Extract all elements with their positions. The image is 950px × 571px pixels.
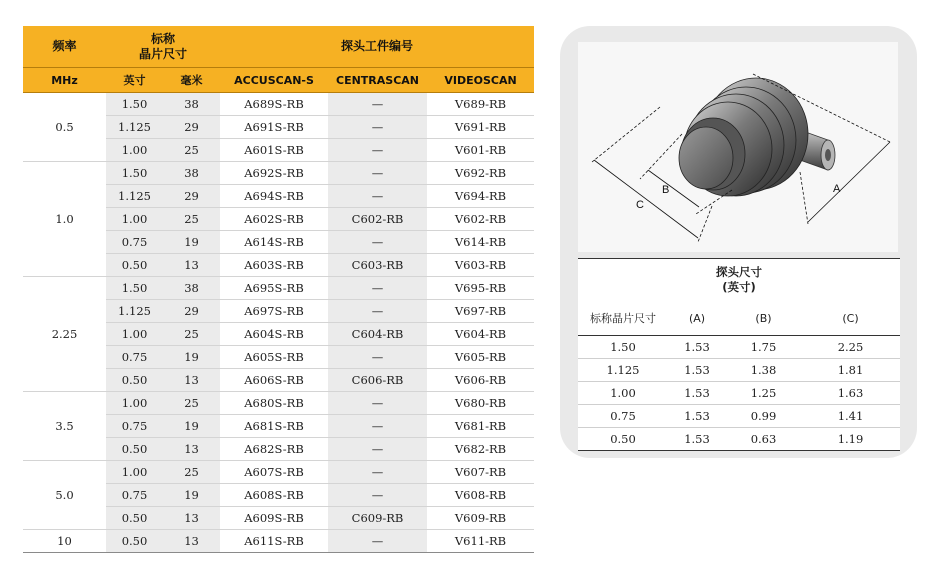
videoscan-cell: V695-RB: [427, 277, 534, 300]
videoscan-cell: V697-RB: [427, 300, 534, 323]
videoscan-cell: V602-RB: [427, 208, 534, 231]
inch-cell: 1.00: [106, 139, 163, 162]
table-row: [578, 336, 900, 359]
dimension-b-cell: 0.99: [726, 405, 801, 428]
frequency-cell: 0.5: [23, 93, 106, 162]
table-row: [23, 461, 534, 484]
dimension-a-cell: 1.53: [668, 382, 726, 405]
inch-cell: 1.50: [106, 162, 163, 185]
accuscan-cell: A605S-RB: [220, 346, 328, 369]
dimension-b-label: B: [662, 184, 670, 196]
table-row: [578, 382, 900, 405]
centrascan-cell: —: [328, 415, 427, 438]
videoscan-cell: V614-RB: [427, 231, 534, 254]
mm-cell: 13: [163, 438, 220, 461]
table-row: [23, 93, 534, 116]
table-row: [578, 359, 900, 382]
centrascan-cell: —: [328, 185, 427, 208]
centrascan-cell: C606-RB: [328, 369, 427, 392]
dimension-table-body: [578, 336, 900, 451]
frequency-header: 频率: [23, 26, 106, 68]
accuscan-cell: A606S-RB: [220, 369, 328, 392]
mm-cell: 25: [163, 392, 220, 415]
dimension-b-cell: 0.63: [726, 428, 801, 451]
mm-cell: 13: [163, 369, 220, 392]
mm-cell: 19: [163, 231, 220, 254]
dimension-c-cell: 1.63: [801, 382, 900, 405]
accuscan-cell: A609S-RB: [220, 507, 328, 530]
accuscan-cell: A614S-RB: [220, 231, 328, 254]
inch-cell: 1.125: [106, 185, 163, 208]
nominal-size-cell: 0.50: [578, 428, 668, 451]
accuscan-cell: A695S-RB: [220, 277, 328, 300]
inch-cell: 1.00: [106, 461, 163, 484]
centrascan-cell: C602-RB: [328, 208, 427, 231]
dimension-table-title: 探头尺寸 (英寸): [578, 259, 900, 302]
mm-cell: 25: [163, 323, 220, 346]
centrascan-cell: —: [328, 484, 427, 507]
videoscan-cell: V692-RB: [427, 162, 534, 185]
dimension-c-cell: 2.25: [801, 336, 900, 359]
videoscan-cell: V682-RB: [427, 438, 534, 461]
accuscan-cell: A601S-RB: [220, 139, 328, 162]
transducer-drawing: [578, 42, 898, 252]
videoscan-cell: V689-RB: [427, 93, 534, 116]
transducer-dimension-panel: [560, 26, 917, 458]
centrascan-cell: C609-RB: [328, 507, 427, 530]
part-number-header: 探头工件编号: [220, 26, 534, 68]
dimension-c-cell: 1.19: [801, 428, 900, 451]
dimension-a-cell: 1.53: [668, 359, 726, 382]
centrascan-cell: —: [328, 438, 427, 461]
accuscan-cell: A607S-RB: [220, 461, 328, 484]
b-column-header: (B): [726, 301, 801, 336]
inch-cell: 0.75: [106, 415, 163, 438]
centrascan-cell: —: [328, 93, 427, 116]
centrascan-cell: —: [328, 461, 427, 484]
dimension-b-cell: 1.25: [726, 382, 801, 405]
centrascan-cell: —: [328, 530, 427, 553]
inch-cell: 0.75: [106, 484, 163, 507]
accuscan-cell: A680S-RB: [220, 392, 328, 415]
mm-cell: 13: [163, 254, 220, 277]
transducer-diagram: [578, 42, 898, 252]
dimension-a-cell: 1.53: [668, 428, 726, 451]
inch-cell: 0.50: [106, 254, 163, 277]
videoscan-cell: V691-RB: [427, 116, 534, 139]
accuscan-cell: A603S-RB: [220, 254, 328, 277]
frequency-cell: 1.0: [23, 162, 106, 277]
videoscan-cell: V601-RB: [427, 139, 534, 162]
inch-cell: 0.50: [106, 438, 163, 461]
frequency-cell: 5.0: [23, 461, 106, 530]
table-row: [23, 530, 534, 553]
centrascan-cell: —: [328, 139, 427, 162]
videoscan-cell: V681-RB: [427, 415, 534, 438]
centrascan-header: CENTRASCAN: [328, 68, 427, 93]
a-column-header: (A): [668, 301, 726, 336]
videoscan-cell: V606-RB: [427, 369, 534, 392]
mm-cell: 25: [163, 461, 220, 484]
accuscan-cell: A697S-RB: [220, 300, 328, 323]
mm-cell: 13: [163, 507, 220, 530]
table-row: [578, 428, 900, 451]
videoscan-cell: V607-RB: [427, 461, 534, 484]
inch-cell: 0.50: [106, 530, 163, 553]
mm-cell: 25: [163, 208, 220, 231]
nominal-size-cell: 0.75: [578, 405, 668, 428]
accuscan-cell: A611S-RB: [220, 530, 328, 553]
mm-cell: 19: [163, 484, 220, 507]
nominal-size-cell: 1.125: [578, 359, 668, 382]
centrascan-cell: —: [328, 346, 427, 369]
frequency-cell: 10: [23, 530, 106, 553]
inch-cell: 0.50: [106, 369, 163, 392]
transducer-part-number-table: [23, 26, 534, 553]
frequency-cell: 3.5: [23, 392, 106, 461]
transducer-dimension-table: [578, 258, 900, 451]
nominal-size-cell: 1.00: [578, 382, 668, 405]
dimension-table-column-row: [578, 301, 900, 336]
accuscan-cell: A681S-RB: [220, 415, 328, 438]
centrascan-cell: —: [328, 231, 427, 254]
mm-cell: 38: [163, 93, 220, 116]
mm-cell: 13: [163, 530, 220, 553]
videoscan-cell: V680-RB: [427, 392, 534, 415]
nominal-element-size-header: 标称 晶片尺寸: [106, 26, 220, 68]
transducer-body: [679, 78, 808, 196]
accuscan-cell: A694S-RB: [220, 185, 328, 208]
centrascan-cell: —: [328, 116, 427, 139]
table-row: [23, 162, 534, 185]
dimension-a-cell: 1.53: [668, 336, 726, 359]
inch-cell: 0.75: [106, 346, 163, 369]
centrascan-cell: C604-RB: [328, 323, 427, 346]
mm-cell: 25: [163, 139, 220, 162]
inch-cell: 1.00: [106, 392, 163, 415]
dimension-a-label: A: [833, 183, 841, 195]
nominal-size-column-header: 标称晶片尺寸: [578, 301, 668, 336]
mm-cell: 19: [163, 346, 220, 369]
centrascan-cell: C603-RB: [328, 254, 427, 277]
inch-cell: 1.50: [106, 93, 163, 116]
accuscan-cell: A689S-RB: [220, 93, 328, 116]
videoscan-cell: V604-RB: [427, 323, 534, 346]
mm-cell: 19: [163, 415, 220, 438]
table-row: [578, 405, 900, 428]
dimension-b-cell: 1.75: [726, 336, 801, 359]
nominal-size-cell: 1.50: [578, 336, 668, 359]
videoscan-cell: V611-RB: [427, 530, 534, 553]
videoscan-header: VIDEOSCAN: [427, 68, 534, 93]
videoscan-cell: V608-RB: [427, 484, 534, 507]
inch-cell: 1.50: [106, 277, 163, 300]
centrascan-cell: —: [328, 277, 427, 300]
inch-cell: 1.00: [106, 323, 163, 346]
table-row: [23, 277, 534, 300]
inch-cell: 1.125: [106, 116, 163, 139]
accuscan-cell: A692S-RB: [220, 162, 328, 185]
inch-cell: 0.75: [106, 231, 163, 254]
mm-header: 毫米: [163, 68, 220, 93]
accuscan-cell: A691S-RB: [220, 116, 328, 139]
accuscan-cell: A608S-RB: [220, 484, 328, 507]
inch-cell: 1.125: [106, 300, 163, 323]
inch-cell: 0.50: [106, 507, 163, 530]
videoscan-cell: V694-RB: [427, 185, 534, 208]
mm-cell: 38: [163, 277, 220, 300]
mm-cell: 29: [163, 300, 220, 323]
dimension-b-cell: 1.38: [726, 359, 801, 382]
centrascan-cell: —: [328, 300, 427, 323]
centrascan-cell: —: [328, 392, 427, 415]
mm-cell: 29: [163, 116, 220, 139]
accuscan-cell: A682S-RB: [220, 438, 328, 461]
part-number-table-body: [23, 93, 534, 553]
centrascan-cell: —: [328, 162, 427, 185]
dimension-a-cell: 1.53: [668, 405, 726, 428]
accuscan-header: ACCUSCAN-S: [220, 68, 328, 93]
accuscan-cell: A604S-RB: [220, 323, 328, 346]
inch-cell: 1.00: [106, 208, 163, 231]
c-column-header: (C): [801, 301, 900, 336]
videoscan-cell: V609-RB: [427, 507, 534, 530]
dimension-c-cell: 1.41: [801, 405, 900, 428]
inch-header: 英寸: [106, 68, 163, 93]
dimension-c-label: C: [636, 199, 644, 211]
videoscan-cell: V603-RB: [427, 254, 534, 277]
mhz-header: MHz: [23, 68, 106, 93]
dimension-c-cell: 1.81: [801, 359, 900, 382]
mm-cell: 29: [163, 185, 220, 208]
mm-cell: 38: [163, 162, 220, 185]
frequency-cell: 2.25: [23, 277, 106, 392]
accuscan-cell: A602S-RB: [220, 208, 328, 231]
table-row: [23, 392, 534, 415]
videoscan-cell: V605-RB: [427, 346, 534, 369]
